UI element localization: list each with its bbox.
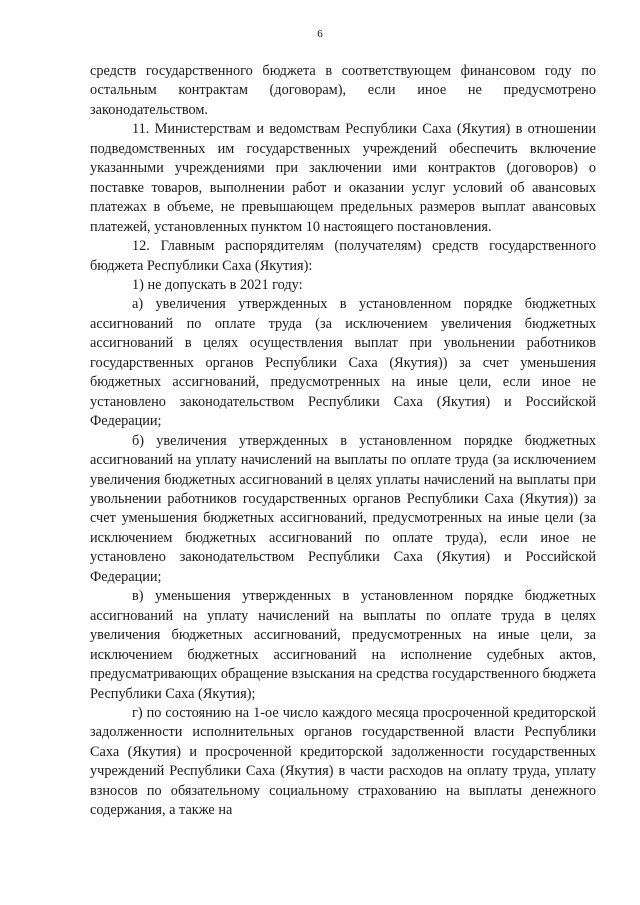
paragraph-item-12-1-a: а) увеличения утвержденных в установленном порядке бюджетных ассигнований по оплате труда (за исключением увеличения бюджетных ассигнований в целях осуществления выплат при увольнении работников государственных органов Республики Саха (Якутия)) за счет уменьшения бюджетных ассигнований, предусмотренных на иные цели, если иное не установлено законодательством Республики Саха (Якутия) и Российской Федерации; xyxy=(90,296,596,430)
page-number: 6 xyxy=(317,28,323,40)
paragraph-item-12-1: 1) не допускать в 2021 году: xyxy=(132,276,303,293)
paragraph-item-11: 11. Министерствам и ведомствам Республики Саха (Якутия) в отношении подведомственных им государственных учреждений обеспечить включение указанными учреждениями при заключении ими контрактов (договоров) о поставке товаров, выполнении работ и оказании услуг условий об авансовых платежах в объеме, не превышающем предельных размеров выплат авансовых платежей, установленных пунктом 10 настоящего постановления. xyxy=(90,121,596,235)
paragraph-item-12: 12. Главным распорядителям (получателям) средств государственного бюджета Республики Саха (Якутия): xyxy=(90,238,596,274)
document-body xyxy=(90,62,596,821)
paragraph-continuation: средств государственного бюджета в соответствующем финансовом году по остальным контрактам (договорам), если иное не предусмотрено законодательством. xyxy=(90,63,596,118)
paragraph-item-12-1-b: б) увеличения утвержденных в установленном порядке бюджетных ассигнований на уплату начислений на выплаты по оплате труда (за исключением увеличения бюджетных ассигнований в целях уплаты начислений на выплаты при увольнении работников государственных органов Республики Саха (Якутия)) за счет уменьшения бюджетных ассигнований, предусмотренных на иные цели (за исключением бюджетных ассигнований по оплате труда), если иное не установлено законодательством Республики Саха (Якутия) и Российской Федерации; xyxy=(90,432,596,585)
paragraph-item-12-1-v: в) уменьшения утвержденных в установленном порядке бюджетных ассигнований на уплату начислений на выплаты по оплате труда в целях увеличения бюджетных ассигнований, предусмотренных на иные цели, за исключением бюджетных ассигнований на исполнение судебных актов, предусматривающих обращение взыскания на средства государственного бюджета Республики Саха (Якутия); xyxy=(90,588,596,702)
paragraph-item-12-1-g: г) по состоянию на 1-ое число каждого месяца просроченной кредиторской задолженности исполнительных органов государственной власти Республики Саха (Якутия) и просроченной кредиторской задолженности государственных учреждений Республики Саха (Якутия) в части расходов на оплату труда, уплату взносов по обязательному социальному страхованию на выплаты денежного содержания, а также на xyxy=(90,704,596,819)
